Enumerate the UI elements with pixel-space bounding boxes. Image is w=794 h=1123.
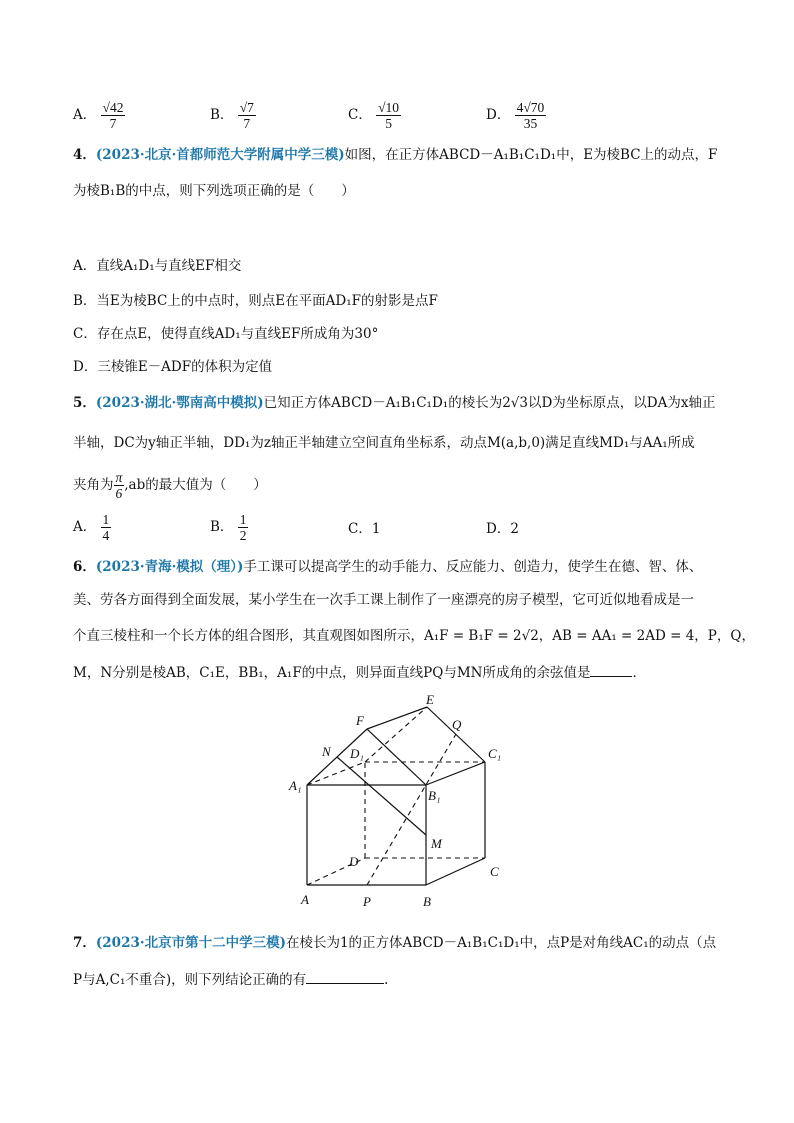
- label-B1: B₁: [428, 788, 441, 803]
- label-C1: C₁: [488, 746, 502, 761]
- q5-stem-line1: 5．(2023·湖北·鄂南高中模拟)已知正方体ABCD－A₁B₁C₁D₁的棱长为2√3以D为坐标原点，以DA为x轴正: [73, 395, 716, 411]
- edge-F-B1: [367, 729, 426, 785]
- q3-option-d: D． $\frac{4√70}{35}$: [486, 100, 545, 131]
- label-P: P: [363, 894, 371, 909]
- q4-option-a: A．直线A₁D₁与直线EF相交: [73, 258, 242, 274]
- label-Q: Q: [452, 717, 462, 732]
- hidden-edge-D1-E: [365, 707, 427, 762]
- label-C: C: [490, 864, 499, 879]
- q7-answer-blank[interactable]: [306, 971, 384, 984]
- q5-source: (2023·湖北·鄂南高中模拟): [95, 395, 264, 411]
- q5-option-b: B． $\frac{1}{2}$: [210, 512, 247, 543]
- q3-option-a: A． $\frac{√42}{7}$: [73, 100, 124, 131]
- q3-option-b-fraction: $\frac{√7}{7}$: [239, 100, 254, 131]
- q5-option-a: A． $\frac{1}{4}$: [73, 512, 110, 543]
- q7-stem-line2: P与A,C₁不重合)，则下列结论正确的有 .: [73, 972, 389, 988]
- q3-option-c: C． $\frac{√10}{5}$: [348, 100, 400, 131]
- q4-option-d: D．三棱锥E－ADF的体积为定值: [73, 359, 273, 375]
- q4-stem-line2: 为棱B₁B的中点，则下列选项正确的是（ ）: [73, 183, 355, 199]
- q6-answer-blank[interactable]: [590, 664, 632, 677]
- q3-option-a-fraction: $\frac{√42}{7}$: [102, 100, 124, 131]
- q3-option-d-fraction: $\frac{4√70}{35}$: [516, 100, 545, 131]
- segment-MN: [337, 757, 426, 835]
- q5-option-b-fraction: $\frac{1}{2}$: [239, 512, 247, 543]
- label-F: F: [356, 713, 364, 728]
- label-N: N: [322, 744, 331, 759]
- q4-option-b: B．当E为棱BC上的中点时，则点E在平面AD₁F的射影是点F: [73, 293, 438, 309]
- q6-stem-line3: 个直三棱柱和一个长方体的组合图形，其直观图如图所示，A₁F = B₁F = 2√2，AB = AA₁ = 2AD = 4，P，Q，: [73, 628, 755, 644]
- label-B: B: [423, 894, 431, 909]
- q4-source: (2023·北京·首都师范大学附属中学三模): [95, 147, 345, 163]
- q3-option-b: B． $\frac{√7}{7}$: [210, 100, 254, 131]
- label-A: A: [301, 892, 309, 907]
- q6-stem-line2: 美、劳各方面得到全面发展，某小学生在一次手工课上制作了一座漂亮的房子模型，它可近似地看成是一: [73, 592, 694, 608]
- label-M: M: [431, 836, 442, 851]
- q5-option-a-fraction: $\frac{1}{4}$: [102, 512, 110, 543]
- edge-F-E: [367, 707, 427, 729]
- q3-options-row: [73, 100, 125, 131]
- q4-option-c: C．存在点E，使得直线AD₁与直线EF所成角为30°: [73, 326, 379, 342]
- q6-house-figure: [280, 692, 520, 917]
- q5-option-d: D．2: [486, 521, 519, 537]
- label-E: E: [426, 692, 434, 707]
- q5-angle-fraction: $\frac{\pi}{6}$: [115, 470, 123, 501]
- q3-option-c-fraction: $\frac{√10}{5}$: [378, 100, 400, 131]
- q7-source: (2023·北京市第十二中学三模): [95, 935, 286, 951]
- q7-stem-line1: 7．(2023·北京市第十二中学三模)在棱长为1的正方体ABCD－A₁B₁C₁D₁中，点P是对角线AC₁的动点（点: [73, 935, 717, 951]
- q6-source: (2023·青海·模拟（理）): [95, 559, 244, 575]
- q4-stem-line1: 4．(2023·北京·首都师范大学附属中学三模)如图，在正方体ABCD－A₁B₁C₁D₁中，E为棱BC上的动点，F: [73, 147, 718, 163]
- q6-stem-line4: M，N分别是棱AB，C₁E，BB₁，A₁F的中点，则异面直线PQ与MN所成角的余弦值是 ．: [73, 665, 646, 681]
- q5-option-c: C．1: [348, 521, 381, 537]
- q5-stem-line2: 半轴，DC为y轴正半轴，DD₁为z轴正半轴建立空间直角坐标系，动点M(a,b,0)满足直线MD₁与AA₁所成: [73, 435, 695, 451]
- q5-stem-line3: 夹角为 $\frac{\pi}{6}$ ,ab的最大值为（ ）: [73, 470, 267, 501]
- edge-B-C: [426, 858, 485, 885]
- segment-PQ: [367, 734, 456, 885]
- label-D1: D₁: [350, 746, 364, 761]
- q6-stem-line1: 6．(2023·青海·模拟（理）)手工课可以提高学生的动手能力、反应能力、创造力，使学生在德、智、体、: [73, 559, 703, 575]
- label-D: D: [349, 854, 359, 869]
- edge-B1-C1: [426, 762, 485, 785]
- label-A1: A₁: [289, 778, 302, 793]
